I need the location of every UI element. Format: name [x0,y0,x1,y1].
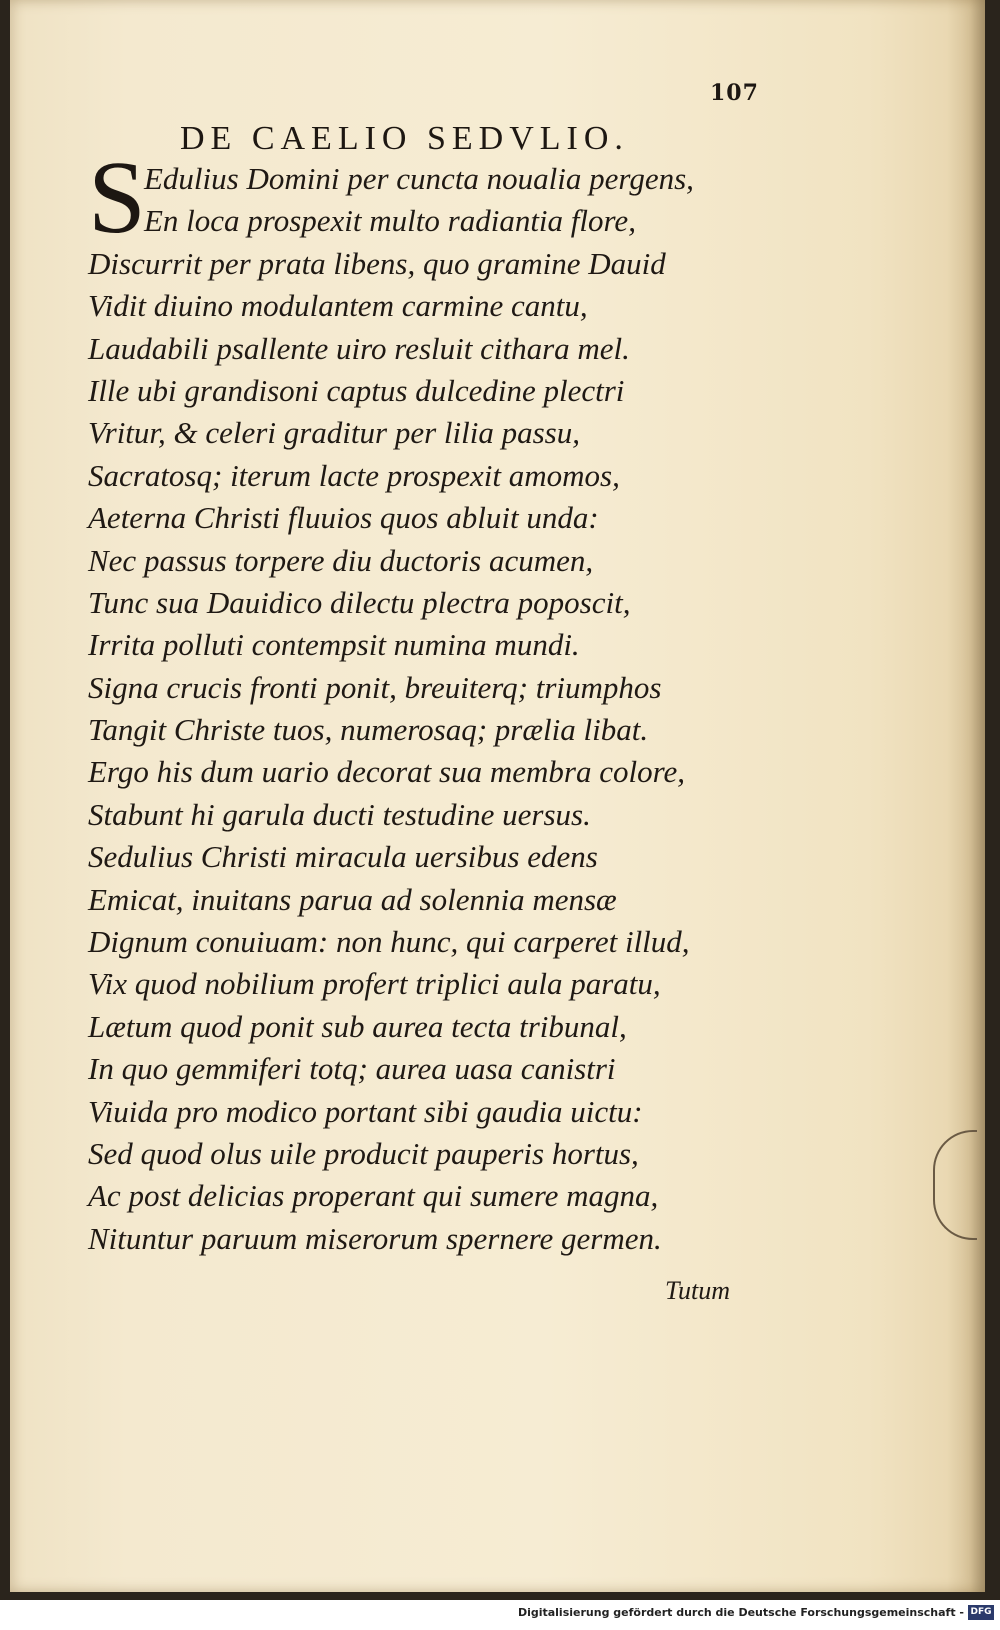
verse-line: Ille ubi grandisoni captus dulcedine plectri [88,372,625,408]
verse-line: Lætum quod ponit sub aurea tecta tribunal, [88,1008,627,1044]
verse-line: En loca prospexit multo radiantia flore, [144,203,636,239]
drop-cap: S [88,140,146,255]
verse-line: Irrita polluti contempsit numina mundi. [88,627,580,663]
page-heading: DE CAELIO SEDVLIO. [180,120,629,157]
verse-line: Discurrit per prata libens, quo gramine Dauid [88,245,666,281]
verse-line: Sedulius Christi miracula uersibus edens [88,839,598,875]
verse-line: Viuida pro modico portant sibi gaudia uictu: [88,1093,643,1129]
verse-line: Nec passus torpere diu ductoris acumen, [88,542,594,578]
verse-line: Sed quod olus uile producit pauperis hortus, [88,1135,639,1171]
verse-line: Ergo his dum uario decorat sua membra colore, [88,754,685,790]
verse-line: Laudabili psallente uiro resluit cithara mel. [88,330,630,366]
verse-line: Vix quod nobilium profert triplici aula paratu, [88,966,661,1002]
verse-line: Vritur, & celeri graditur per lilia passu, [88,415,580,451]
page-edge-shadow [947,0,985,1592]
verse-line: In quo gemmiferi totq; aurea uasa canistri [88,1051,616,1087]
page-tab-mark [933,1130,977,1240]
verse-line: Emicat, inuitans parua ad solennia mensæ [88,881,617,917]
catchword: Tutum [665,1276,731,1305]
verse-line: Sacratosq; iterum lacte prospexit amomos, [88,457,620,493]
verse-line: Tunc sua Dauidico dilectu plectra poposcit, [88,584,631,620]
dfg-logo-icon: DFG [968,1605,994,1620]
verse-line: Stabunt hi garula ducti testudine uersus. [88,796,591,832]
verse-line: Nituntur paruum miserorum spernere germen. [88,1220,662,1256]
page-number: 107 [710,80,759,106]
verse-line: Aeterna Christi fluuios quos abluit unda: [88,500,599,536]
verse-line: Dignum conuiuam: non hunc, qui carperet illud, [88,924,690,960]
verse-line: Vidit diuino modulantem carmine cantu, [88,288,588,324]
verse-line: Edulius Domini per cuncta noualia pergens, [144,161,694,196]
verse-line: Tangit Christe tuos, numerosaq; prælia libat. [88,712,649,748]
verse-line: Signa crucis fronti ponit, breuiterq; triumphos [88,669,662,705]
verse-body [88,158,768,1260]
footer-credit: Digitalisierung gefördert durch die Deutsche Forschungsgemeinschaft - [517,1606,964,1619]
verse-line: Ac post delicias properant qui sumere magna, [88,1178,659,1214]
